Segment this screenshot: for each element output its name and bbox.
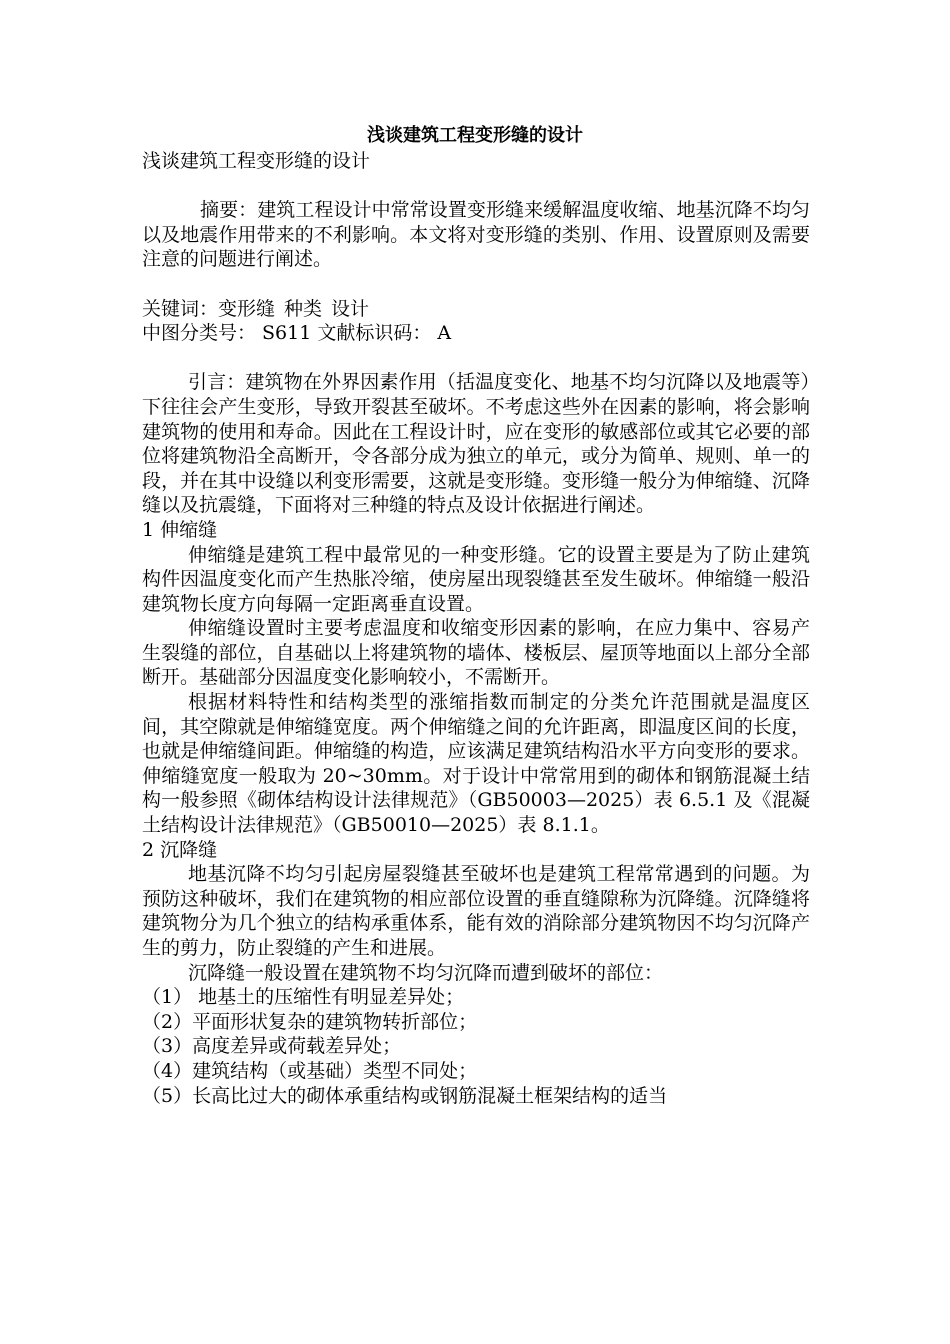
keyword: 变形缝	[218, 297, 276, 320]
section-heading: 2 沉降缝	[142, 838, 218, 861]
blank-line	[142, 272, 810, 297]
keywords-line	[142, 297, 810, 322]
keyword: 设计	[331, 297, 370, 320]
blank-line	[142, 174, 810, 199]
body-paragraph: 伸缩缝设置时主要考虑温度和收缩变形因素的影响，在应力集中、容易产生裂缝的部位，自基础以上将建筑物的墙体、楼板层、屋顶等地面以上部分全部断开。基础部分因温度变化影响较小，不需断开。	[142, 617, 810, 689]
blank-line	[142, 346, 810, 371]
document-body	[142, 149, 810, 1108]
body-paragraph: 伸缩缝是建筑工程中最常见的一种变形缝。它的设置主要是为了防止建筑构件因温度变化而产生热胀冷缩，使房屋出现裂缝甚至发生破坏。伸缩缝一般沿建筑物长度方向每隔一定距离垂直设置。	[142, 543, 810, 615]
document-subtitle: 浅谈建筑工程变形缝的设计	[142, 150, 371, 172]
body-paragraph: 沉降缝一般设置在建筑物不均匀沉降而遭到破坏的部位：	[188, 961, 664, 984]
body-paragraph: 地基沉降不均匀引起房屋裂缝甚至破坏也是建筑工程常常遇到的问题。为预防这种破坏，我们在建筑物的相应部位设置的垂直缝隙称为沉降缝。沉降缝将建筑物分为几个独立的结构承重体系，能有效的消除部分建筑物因不均匀沉降产生的剪力，防止裂缝的产生和进展。	[142, 863, 810, 959]
list-item: （5）长高比过大的砌体承重结构或钢筋混凝土框架结构的适当	[142, 1084, 668, 1107]
abstract-paragraph: 摘要：建筑工程设计中常常设置变形缝来缓解温度收缩、地基沉降不均匀以及地震作用带来的不利影响。本文将对变形缝的类别、作用、设置原则及需要注意的问题进行阐述。	[142, 199, 810, 271]
list-item: （1） 地基土的压缩性有明显差异处；	[142, 986, 465, 1009]
list-item: （3）高度差异或荷载差异处；	[142, 1035, 402, 1058]
keyword: 种类	[284, 297, 323, 320]
document-title: 浅谈建筑工程变形缝的设计	[367, 125, 583, 146]
body-paragraph: 根据材料特性和结构类型的涨缩指数而制定的分类允许范围就是温度区间，其空隙就是伸缩缝宽度。两个伸缩缝之间的允许距离，即温度区间的长度，也就是伸缩缝间距。伸缩缝的构造，应该满足建筑结构沿水平方向变形的要求。伸缩缝宽度一般取为 20~30mm。对于设计中常常用到的砌体和钢筋混凝土结构一般参照《砌体结构设计法律规范》（GB50003—2025）表 6.5.1 及《混凝土结构设计法律规范》（GB50010—2025）表 8.1.1。	[142, 691, 810, 837]
list-item: （4）建筑结构（或基础）类型不同处；	[142, 1059, 478, 1082]
classification-line: 中图分类号： S611 文献标识码： A	[142, 322, 452, 345]
list-item: （2）平面形状复杂的建筑物转折部位；	[142, 1010, 478, 1033]
keywords-label: 关键词：	[142, 297, 219, 320]
intro-paragraph: 引言：建筑物在外界因素作用（括温度变化、地基不均匀沉降以及地震等）下往往会产生变形，导致开裂甚至破坏。不考虑这些外在因素的影响，将会影响建筑物的使用和寿命。因此在工程设计时，应在变形的敏感部位或其它必要的部位将建筑物沿全高断开，令各部分成为独立的单元，或分为简单、规则、单一的段，并在其中设缝以利变形需要，这就是变形缝。变形缝一般分为伸缩缝、沉降缝以及抗震缝，下面将对三种缝的特点及设计依据进行阐述。	[142, 371, 810, 517]
section-heading: 1 伸缩缝	[142, 518, 218, 541]
